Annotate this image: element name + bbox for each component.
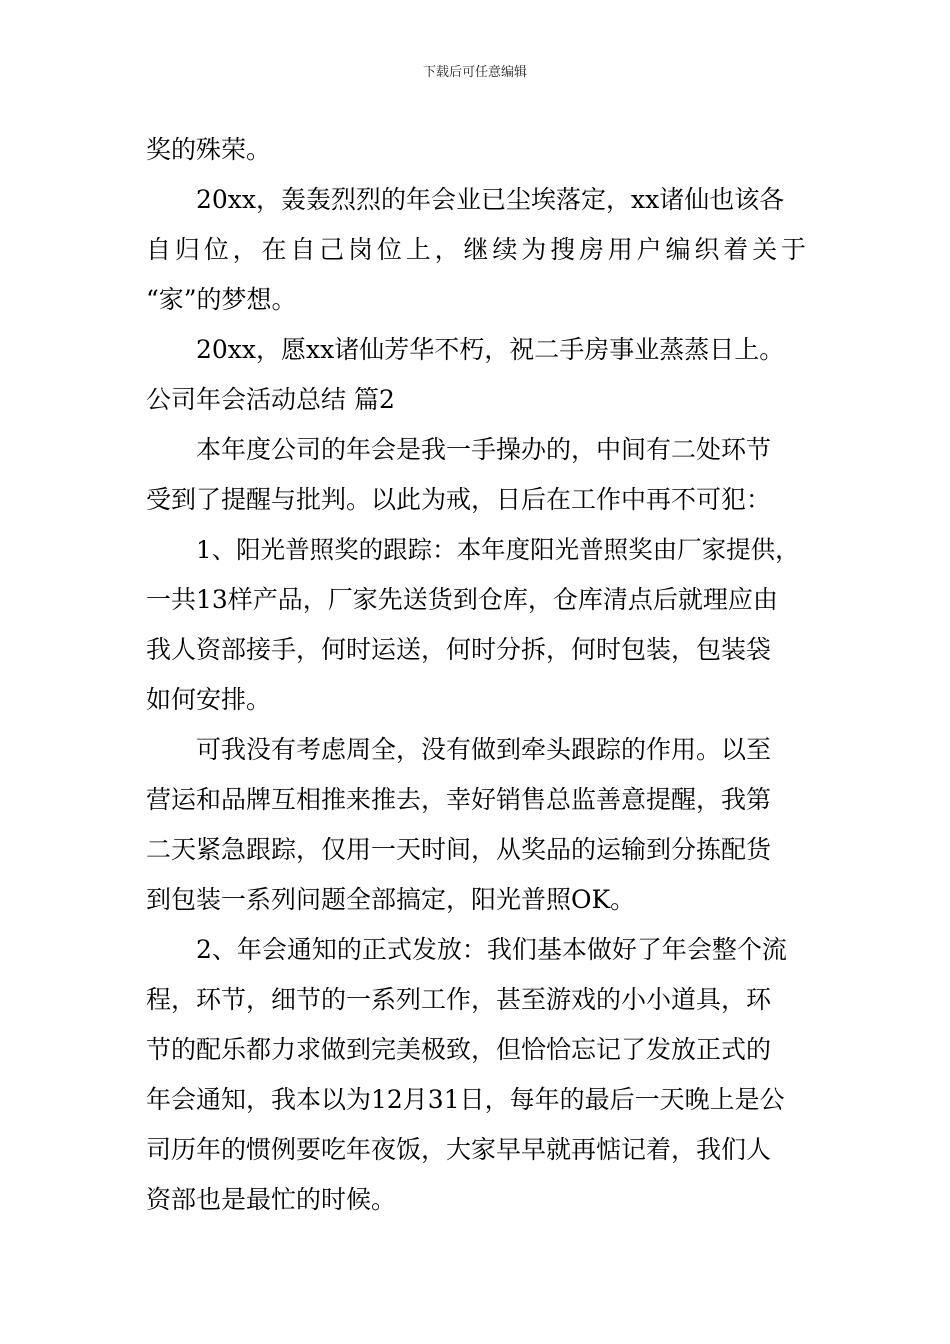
text-line: 奖的殊荣。: [146, 135, 272, 164]
text-line: 自归位，在自己岗位上，继续为搜房用户编织着关于: [146, 235, 806, 264]
text-line: 营运和品牌互相推来推去，幸好销售总监善意提醒，我第: [146, 785, 772, 814]
text-line: 二天紧急跟踪，仅用一天时间，从奖品的运输到分拣配货: [146, 835, 772, 864]
text-line: 20xx，轰轰烈烈的年会业已尘埃落定，xx诸仙也该各: [196, 185, 785, 214]
text-line: 程，环节，细节的一系列工作，甚至游戏的小小道具，环: [146, 985, 772, 1014]
text-line: 节的配乐都力求做到完美极致，但恰恰忘记了发放正式的: [146, 1035, 772, 1064]
text-line: 到包装一系列问题全部搞定，阳光普照OK。: [146, 885, 636, 914]
text-line: 如何安排。: [146, 685, 272, 714]
text-line: 1、阳光普照奖的跟踪：本年度阳光普照奖由厂家提供，: [196, 535, 800, 564]
text-line: 年会通知，我本以为12月31日，每年的最后一天晚上是公: [146, 1085, 785, 1114]
page-header: 下载后可任意编辑: [422, 65, 527, 80]
text-line: 一共13样产品，厂家先送货到仓库，仓库清点后就理应由: [146, 585, 778, 614]
text-line: 可我没有考虑周全，没有做到牵头跟踪的作用。以至: [196, 735, 772, 764]
text-line: 本年度公司的年会是我一手操办的，中间有二处环节: [196, 435, 772, 464]
text-line: 20xx，愿xx诸仙芳华不朽，祝二手房事业蒸蒸日上。: [196, 335, 785, 364]
text-line: 2、年会通知的正式发放：我们基本做好了年会整个流: [196, 935, 787, 964]
text-line: 司历年的惯例要吃年夜饭，大家早早就再惦记着，我们人: [146, 1135, 772, 1164]
section-heading: 公司年会活动总结 篇2: [146, 385, 395, 414]
text-line: “家”的梦想。: [146, 285, 297, 314]
document-body: [146, 125, 806, 1225]
text-line: 资部也是最忙的时候。: [146, 1185, 397, 1214]
text-line: 我人资部接手，何时运送，何时分拆，何时包装，包装袋: [146, 635, 772, 664]
text-line: 受到了提醒与批判。以此为戒，日后在工作中再不可犯：: [146, 485, 772, 514]
